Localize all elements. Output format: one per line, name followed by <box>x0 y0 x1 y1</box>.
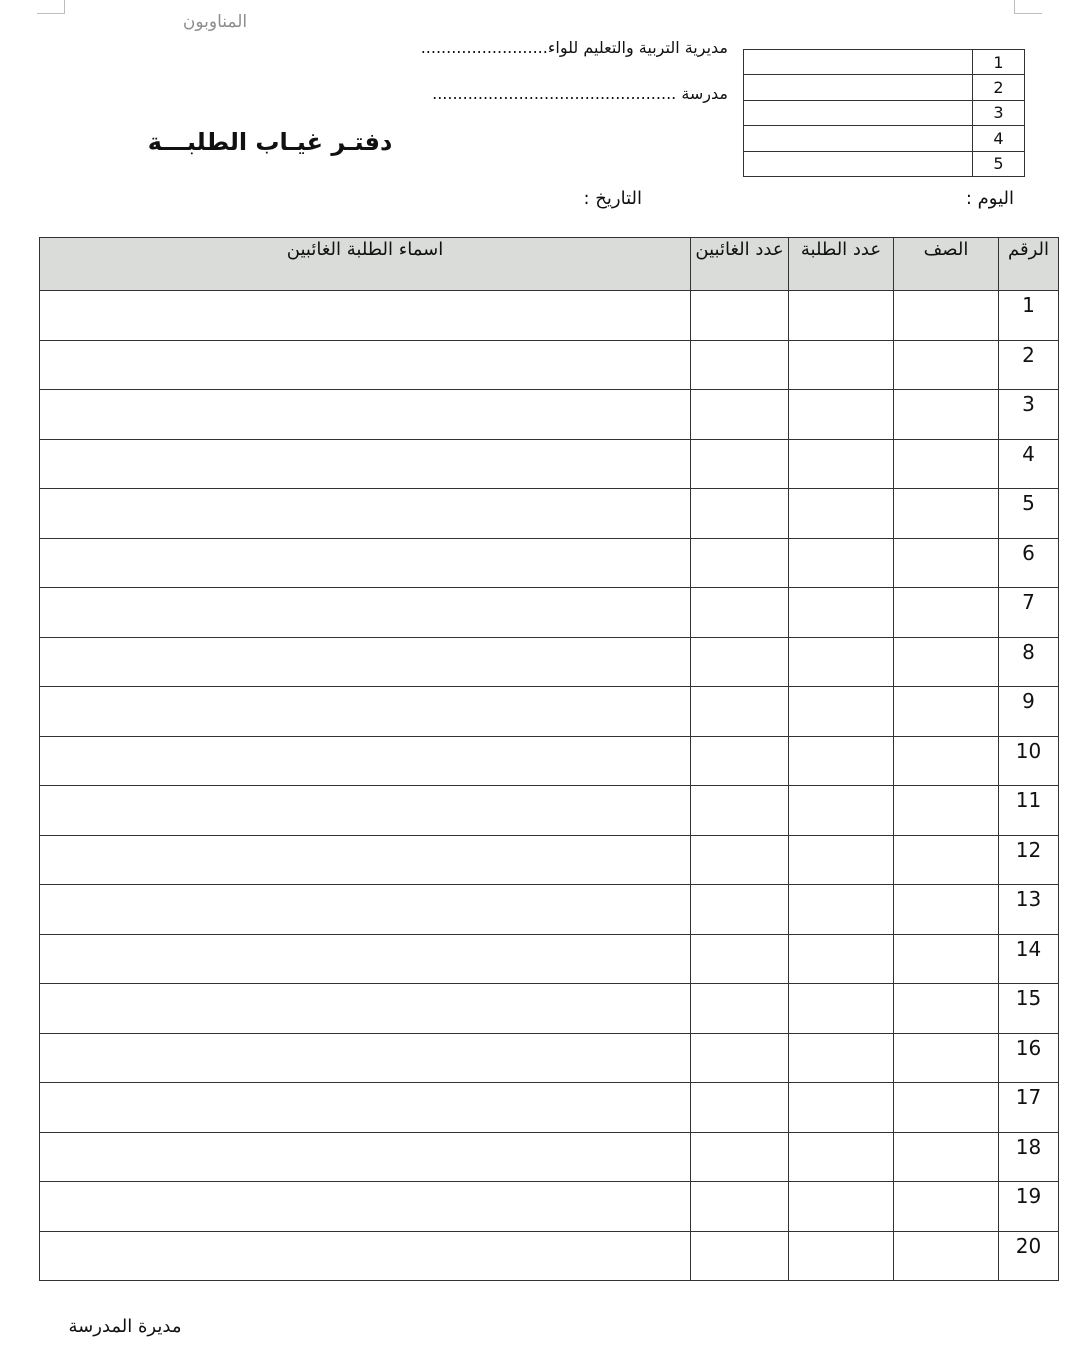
column-header-student-count: عدد الطلبة <box>789 238 894 291</box>
table-row <box>40 1132 1059 1182</box>
student-count-cell <box>789 390 894 440</box>
absent-count-cell <box>691 390 789 440</box>
table-row <box>40 934 1059 984</box>
row-number-cell: 11 <box>999 786 1059 836</box>
side-table-number: 4 <box>973 126 1025 151</box>
absent-count-cell <box>691 984 789 1034</box>
class-cell <box>894 291 999 341</box>
class-cell <box>894 885 999 935</box>
absent-names-cell <box>40 291 691 341</box>
absent-names-cell <box>40 1231 691 1281</box>
absent-names-cell <box>40 1182 691 1232</box>
class-cell <box>894 588 999 638</box>
table-row <box>40 538 1059 588</box>
table-header-row <box>40 238 1059 291</box>
student-count-cell <box>789 1231 894 1281</box>
side-table-row <box>744 75 1025 100</box>
student-count-cell <box>789 291 894 341</box>
absent-count-cell <box>691 786 789 836</box>
class-cell <box>894 687 999 737</box>
table-row <box>40 439 1059 489</box>
absent-count-cell <box>691 588 789 638</box>
absent-names-cell <box>40 1083 691 1133</box>
absent-count-cell <box>691 1132 789 1182</box>
student-count-cell <box>789 538 894 588</box>
absent-count-cell <box>691 885 789 935</box>
absent-count-cell <box>691 1231 789 1281</box>
day-field-label: اليوم : <box>965 188 1014 209</box>
table-row <box>40 588 1059 638</box>
absent-names-cell <box>40 489 691 539</box>
class-cell <box>894 1033 999 1083</box>
side-table-row <box>744 100 1025 125</box>
table-row <box>40 885 1059 935</box>
student-count-cell <box>789 340 894 390</box>
student-count-cell <box>789 1132 894 1182</box>
student-count-cell <box>789 687 894 737</box>
student-count-cell <box>789 1182 894 1232</box>
student-count-cell <box>789 984 894 1034</box>
column-header-absent-count: عدد الغائبين <box>691 238 789 291</box>
class-cell <box>894 340 999 390</box>
class-cell <box>894 786 999 836</box>
class-cell <box>894 1083 999 1133</box>
column-header-number: الرقم <box>999 238 1059 291</box>
student-count-cell <box>789 1083 894 1133</box>
row-number-cell: 17 <box>999 1083 1059 1133</box>
crop-mark-top-right <box>1014 0 1042 14</box>
numbered-side-table <box>743 49 1025 177</box>
row-number-cell: 14 <box>999 934 1059 984</box>
absent-names-cell <box>40 538 691 588</box>
student-count-cell <box>789 736 894 786</box>
row-number-cell: 3 <box>999 390 1059 440</box>
absent-names-cell <box>40 835 691 885</box>
absent-count-cell <box>691 637 789 687</box>
column-header-class: الصف <box>894 238 999 291</box>
table-row <box>40 736 1059 786</box>
absent-count-cell <box>691 439 789 489</box>
row-number-cell: 5 <box>999 489 1059 539</box>
class-cell <box>894 1182 999 1232</box>
absent-names-cell <box>40 687 691 737</box>
absent-names-cell <box>40 1132 691 1182</box>
absent-count-cell <box>691 736 789 786</box>
watermark-label: المناوبون <box>182 12 248 32</box>
date-field-label: التاريخ : <box>583 188 642 209</box>
row-number-cell: 7 <box>999 588 1059 638</box>
side-table-number: 2 <box>973 75 1025 100</box>
table-row <box>40 786 1059 836</box>
side-table-row <box>744 151 1025 176</box>
absent-names-cell <box>40 588 691 638</box>
absent-names-cell <box>40 984 691 1034</box>
row-number-cell: 6 <box>999 538 1059 588</box>
student-count-cell <box>789 588 894 638</box>
row-number-cell: 15 <box>999 984 1059 1034</box>
table-row <box>40 637 1059 687</box>
row-number-cell: 4 <box>999 439 1059 489</box>
absent-names-cell <box>40 885 691 935</box>
row-number-cell: 13 <box>999 885 1059 935</box>
student-count-cell <box>789 637 894 687</box>
page-title: دفتـر غيـاب الطلبـــة <box>147 128 393 156</box>
absent-count-cell <box>691 1083 789 1133</box>
absent-names-cell <box>40 340 691 390</box>
student-count-cell <box>789 835 894 885</box>
directorate-line: مديرية التربية والتعليم للواء......................... <box>420 38 728 57</box>
table-row <box>40 835 1059 885</box>
absent-names-cell <box>40 637 691 687</box>
absent-count-cell <box>691 340 789 390</box>
absent-count-cell <box>691 489 789 539</box>
table-row <box>40 489 1059 539</box>
absent-count-cell <box>691 687 789 737</box>
side-table-blank-cell <box>744 126 973 151</box>
table-row <box>40 390 1059 440</box>
table-row <box>40 1231 1059 1281</box>
row-number-cell: 9 <box>999 687 1059 737</box>
class-cell <box>894 1231 999 1281</box>
table-row <box>40 1182 1059 1232</box>
absent-names-cell <box>40 786 691 836</box>
student-count-cell <box>789 439 894 489</box>
student-count-cell <box>789 1033 894 1083</box>
row-number-cell: 16 <box>999 1033 1059 1083</box>
absent-names-cell <box>40 934 691 984</box>
row-number-cell: 19 <box>999 1182 1059 1232</box>
crop-mark-top-left <box>37 0 65 14</box>
student-count-cell <box>789 885 894 935</box>
side-table-row <box>744 50 1025 75</box>
absent-count-cell <box>691 835 789 885</box>
class-cell <box>894 1132 999 1182</box>
row-number-cell: 18 <box>999 1132 1059 1182</box>
absence-register-table <box>39 237 1059 1281</box>
student-count-cell <box>789 934 894 984</box>
side-table-number: 5 <box>973 151 1025 176</box>
absent-count-cell <box>691 934 789 984</box>
side-table-blank-cell <box>744 100 973 125</box>
table-row <box>40 291 1059 341</box>
absent-names-cell <box>40 439 691 489</box>
table-row <box>40 687 1059 737</box>
class-cell <box>894 835 999 885</box>
class-cell <box>894 637 999 687</box>
student-count-cell <box>789 786 894 836</box>
row-number-cell: 12 <box>999 835 1059 885</box>
table-row <box>40 1083 1059 1133</box>
side-table-blank-cell <box>744 75 973 100</box>
student-count-cell <box>789 489 894 539</box>
class-cell <box>894 489 999 539</box>
class-cell <box>894 390 999 440</box>
absent-names-cell <box>40 736 691 786</box>
row-number-cell: 1 <box>999 291 1059 341</box>
side-table-row <box>744 126 1025 151</box>
school-line: مدرسة ................................................ <box>432 84 728 103</box>
absent-count-cell <box>691 538 789 588</box>
side-table-blank-cell <box>744 50 973 75</box>
row-number-cell: 8 <box>999 637 1059 687</box>
absent-names-cell <box>40 1033 691 1083</box>
row-number-cell: 20 <box>999 1231 1059 1281</box>
table-row <box>40 340 1059 390</box>
absent-names-cell <box>40 390 691 440</box>
class-cell <box>894 736 999 786</box>
table-row <box>40 984 1059 1034</box>
absent-count-cell <box>691 1033 789 1083</box>
absent-count-cell <box>691 1182 789 1232</box>
class-cell <box>894 984 999 1034</box>
row-number-cell: 10 <box>999 736 1059 786</box>
class-cell <box>894 538 999 588</box>
table-row <box>40 1033 1059 1083</box>
side-table-number: 1 <box>973 50 1025 75</box>
absent-count-cell <box>691 291 789 341</box>
column-header-absent-names: اسماء الطلبة الغائبين <box>40 238 691 291</box>
class-cell <box>894 934 999 984</box>
row-number-cell: 2 <box>999 340 1059 390</box>
class-cell <box>894 439 999 489</box>
side-table-blank-cell <box>744 151 973 176</box>
side-table-number: 3 <box>973 100 1025 125</box>
principal-signature-label: مديرة المدرسة <box>68 1316 182 1337</box>
